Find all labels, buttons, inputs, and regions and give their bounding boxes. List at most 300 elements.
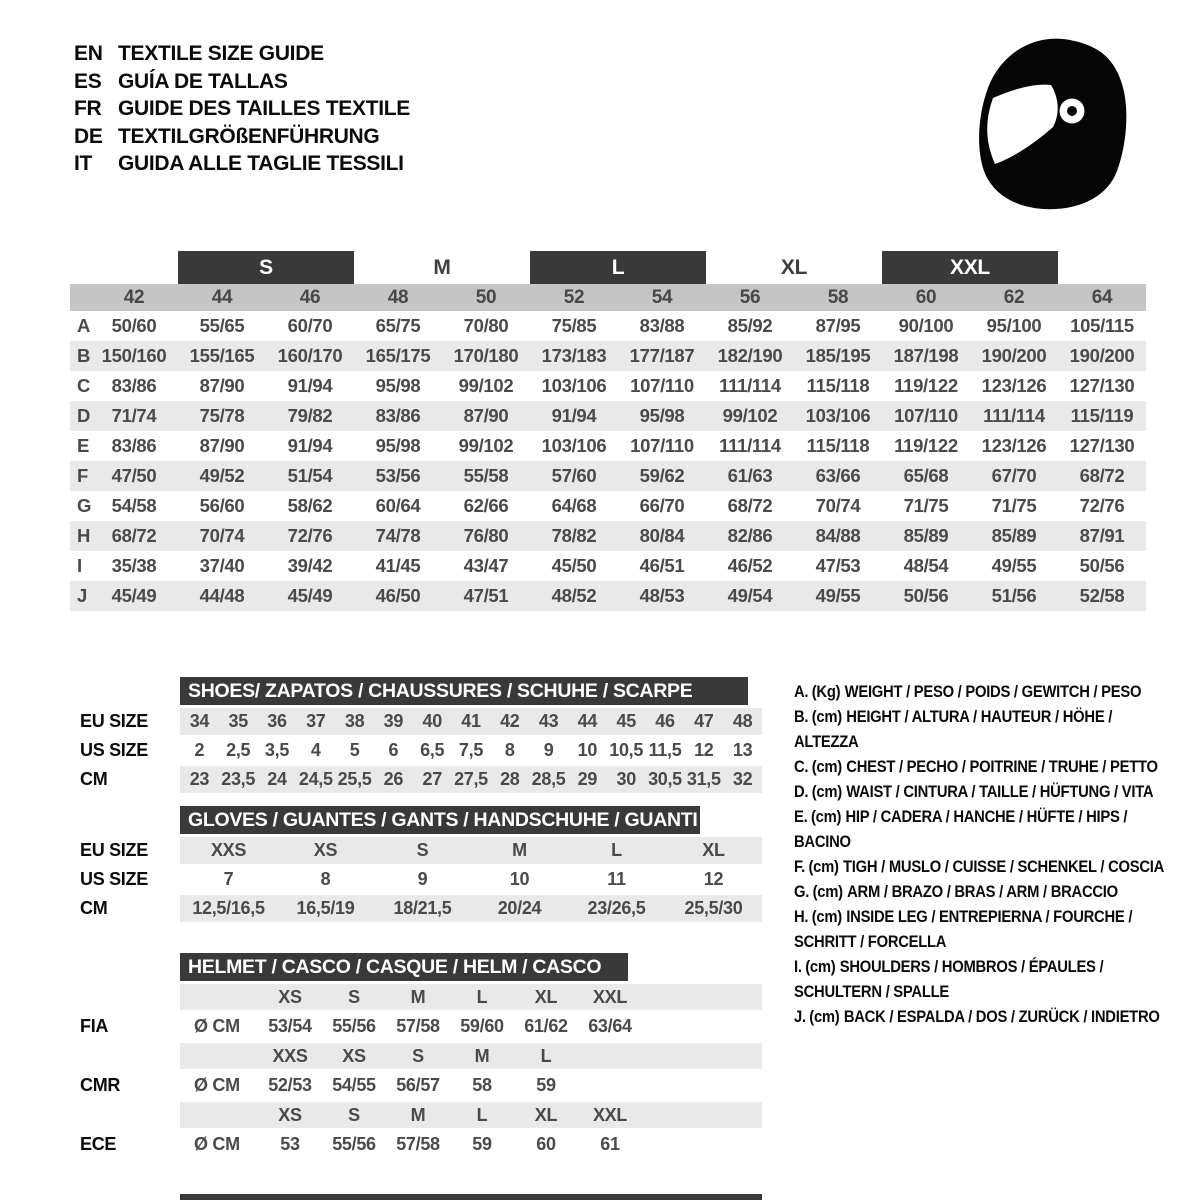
size-value: 4 bbox=[310, 740, 321, 760]
size-value: 40 bbox=[422, 711, 442, 731]
legend-text: CHEST / PECHO / POITRINE / TRUHE / PETTO bbox=[846, 757, 1158, 776]
size-number: 54 bbox=[651, 286, 673, 308]
measure-row bbox=[70, 551, 1146, 581]
measure-row bbox=[70, 491, 1146, 521]
diameter-unit: Ø CM bbox=[194, 1016, 240, 1036]
measure-value: 85/89 bbox=[991, 525, 1037, 546]
size-value: 26 bbox=[383, 769, 404, 789]
gloves-rows bbox=[70, 837, 762, 922]
legend-unit: (Kg) bbox=[811, 682, 841, 701]
measure-value: 45/50 bbox=[551, 555, 597, 576]
measure-value: 74/78 bbox=[375, 525, 421, 546]
measure-value: 35/38 bbox=[111, 555, 157, 576]
language-title: GUIDA ALLE TAGLIE TESSILI bbox=[118, 152, 404, 175]
measure-value: 99/102 bbox=[458, 435, 514, 456]
measure-row bbox=[70, 521, 1146, 551]
measure-value: 58/62 bbox=[287, 495, 333, 516]
legend-key: H. bbox=[794, 907, 809, 926]
helmet-value: 55/56 bbox=[332, 1134, 376, 1154]
size-value: 8 bbox=[320, 869, 331, 889]
size-value: 7 bbox=[223, 869, 234, 889]
measure-value: 70/74 bbox=[199, 525, 245, 546]
size-value: 10,5 bbox=[609, 740, 644, 760]
legend-key: C. bbox=[794, 757, 809, 776]
measure-value: 55/65 bbox=[199, 315, 245, 336]
legend-text: TIGH / MUSLO / CUISSE / SCHENKEL / COSCIA bbox=[843, 857, 1165, 876]
measure-value: 49/55 bbox=[815, 585, 861, 606]
measure-value: 72/76 bbox=[1079, 495, 1125, 516]
size-band-row bbox=[70, 251, 1146, 284]
size-value: 38 bbox=[344, 711, 365, 731]
measure-value: 50/56 bbox=[1079, 555, 1125, 576]
legend-text: INSIDE LEG / ENTREPIERNA / FOURCHE / SCHRITT / FORCELLA bbox=[794, 907, 1133, 951]
gloves-table bbox=[70, 806, 762, 924]
row-values bbox=[180, 766, 762, 793]
sub-row bbox=[70, 866, 762, 893]
legend-key: D. bbox=[794, 782, 809, 801]
measure-value: 68/72 bbox=[1079, 465, 1125, 486]
helmet-value: 59 bbox=[472, 1134, 492, 1154]
legend-item bbox=[794, 904, 1170, 954]
helmet-size-label: M bbox=[410, 1104, 426, 1125]
measure-value: 190/200 bbox=[981, 345, 1047, 366]
legend-unit: (cm) bbox=[812, 882, 843, 901]
measure-value: 91/94 bbox=[287, 375, 333, 396]
size-number: 52 bbox=[563, 286, 585, 308]
legend-key: B. bbox=[794, 707, 809, 726]
measure-value: 91/94 bbox=[551, 405, 597, 426]
helmet-sizes bbox=[180, 1102, 762, 1128]
row-values bbox=[180, 837, 762, 864]
measure-value: 50/60 bbox=[111, 315, 157, 336]
measure-value: 83/86 bbox=[375, 405, 421, 426]
helmet-size-label: M bbox=[410, 986, 426, 1007]
language-row bbox=[74, 40, 410, 68]
helmet-values bbox=[180, 1130, 762, 1159]
helmet-size-label: M bbox=[474, 1045, 490, 1066]
size-value: XL bbox=[702, 840, 725, 860]
measure-value: 103/106 bbox=[541, 435, 607, 456]
diameter-unit: Ø CM bbox=[194, 1134, 240, 1154]
textile-size-table bbox=[70, 251, 1146, 611]
measure-value: 56/60 bbox=[199, 495, 245, 516]
language-title: GUIDE DES TAILLES TEXTILE bbox=[118, 97, 410, 120]
measure-value: 50/56 bbox=[903, 585, 949, 606]
size-number: 46 bbox=[299, 286, 321, 308]
sub-row bbox=[70, 708, 762, 735]
size-value: 30 bbox=[616, 769, 636, 789]
size-value: 5 bbox=[349, 740, 360, 760]
measure-value: 127/130 bbox=[1069, 435, 1135, 456]
row-letter: A bbox=[77, 315, 91, 336]
size-value: 43 bbox=[538, 711, 559, 731]
measure-value: 83/86 bbox=[111, 375, 157, 396]
size-value: 34 bbox=[189, 711, 210, 731]
size-value: 12 bbox=[703, 869, 724, 889]
helmet-sizes bbox=[180, 1043, 762, 1069]
measure-value: 115/118 bbox=[806, 375, 870, 396]
measure-value: 41/45 bbox=[375, 555, 421, 576]
measure-value: 47/53 bbox=[815, 555, 861, 576]
measure-value: 155/165 bbox=[189, 345, 255, 366]
size-value: 28,5 bbox=[531, 769, 566, 789]
size-value: 23/26,5 bbox=[587, 898, 646, 918]
legend-item bbox=[794, 779, 1170, 804]
measure-value: 190/200 bbox=[1069, 345, 1135, 366]
row-values bbox=[180, 895, 762, 922]
measure-value: 119/122 bbox=[894, 375, 958, 396]
standard-label: ECE bbox=[80, 1134, 117, 1154]
size-band-xxl: XXL bbox=[882, 251, 1058, 284]
measure-value: 78/82 bbox=[551, 525, 597, 546]
measure-value: 67/70 bbox=[991, 465, 1037, 486]
measure-value: 111/114 bbox=[983, 405, 1045, 426]
measure-value: 107/110 bbox=[630, 375, 694, 396]
size-value: 47 bbox=[694, 711, 714, 731]
helmet-size-band-row bbox=[70, 984, 762, 1010]
measure-value: 61/63 bbox=[727, 465, 773, 486]
size-value: 32 bbox=[732, 769, 753, 789]
helmet-value: 61/62 bbox=[524, 1016, 568, 1036]
measure-value: 115/119 bbox=[1070, 405, 1134, 426]
language-row bbox=[74, 68, 410, 96]
legend-unit: (cm) bbox=[808, 857, 839, 876]
size-value: M bbox=[512, 840, 527, 860]
legend-item bbox=[794, 679, 1170, 704]
measure-value: 45/49 bbox=[111, 585, 157, 606]
gloves-table-title: GLOVES / GUANTES / GANTS / HANDSCHUHE / GUANTI bbox=[180, 806, 700, 834]
size-value: 42 bbox=[500, 711, 520, 731]
measure-value: 173/183 bbox=[541, 345, 607, 366]
measure-value: 70/80 bbox=[463, 315, 509, 336]
measure-value: 48/53 bbox=[639, 585, 685, 606]
measure-value: 187/198 bbox=[893, 345, 959, 366]
helmet-size-band-row bbox=[70, 1102, 762, 1128]
measure-value: 46/52 bbox=[727, 555, 773, 576]
size-value: 48 bbox=[732, 711, 753, 731]
size-value: 23,5 bbox=[221, 769, 256, 789]
measure-value: 59/62 bbox=[639, 465, 685, 486]
row-letter: B bbox=[77, 345, 91, 366]
size-value: 7,5 bbox=[458, 740, 484, 760]
measure-value: 51/56 bbox=[991, 585, 1037, 606]
measure-value: 72/76 bbox=[287, 525, 333, 546]
measure-value: 103/106 bbox=[805, 405, 871, 426]
size-value: 25,5/30 bbox=[684, 898, 743, 918]
measure-value: 37/40 bbox=[199, 555, 245, 576]
legend-unit: (cm) bbox=[811, 907, 842, 926]
language-code: FR bbox=[74, 97, 102, 120]
measurement-legend bbox=[794, 679, 1170, 1029]
measure-value: 87/90 bbox=[199, 375, 245, 396]
measure-row bbox=[70, 581, 1146, 611]
size-value: 41 bbox=[461, 711, 481, 731]
legend-item bbox=[794, 1004, 1170, 1029]
helmet-size-label: S bbox=[348, 986, 360, 1007]
measure-value: 64/68 bbox=[551, 495, 597, 516]
measure-value: 47/51 bbox=[463, 585, 509, 606]
language-title: TEXTILE SIZE GUIDE bbox=[118, 42, 324, 65]
row-letter: J bbox=[77, 585, 87, 606]
size-value: 35 bbox=[228, 711, 248, 731]
measure-value: 71/75 bbox=[903, 495, 949, 516]
measure-value: 182/190 bbox=[717, 345, 783, 366]
row-values bbox=[180, 737, 762, 764]
helmet-value-row bbox=[70, 1130, 762, 1159]
measure-value: 95/100 bbox=[986, 315, 1042, 336]
language-title: TEXTILGRÖßENFÜHRUNG bbox=[118, 124, 380, 148]
helmet-size-band-row bbox=[70, 1043, 762, 1069]
measure-value: 68/72 bbox=[111, 525, 157, 546]
sub-row bbox=[70, 766, 762, 793]
helmet-value: 53/54 bbox=[268, 1016, 312, 1036]
size-number: 60 bbox=[915, 286, 937, 308]
size-value: 10 bbox=[509, 869, 530, 889]
helmet-value-row bbox=[70, 1012, 762, 1041]
legend-unit: (cm) bbox=[811, 757, 842, 776]
legend-item bbox=[794, 754, 1170, 779]
row-label: EU SIZE bbox=[80, 711, 148, 731]
measure-value: 87/90 bbox=[463, 405, 509, 426]
legend-text: HIP / CADERA / HANCHE / HÜFTE / HIPS / BACINO bbox=[794, 807, 1128, 851]
measure-value: 53/56 bbox=[375, 465, 421, 486]
size-value: 25,5 bbox=[337, 769, 372, 789]
measure-value: 111/114 bbox=[719, 435, 781, 456]
measure-value: 45/49 bbox=[287, 585, 333, 606]
measure-value: 85/92 bbox=[727, 315, 773, 336]
legend-item bbox=[794, 804, 1170, 854]
measure-value: 185/195 bbox=[805, 345, 871, 366]
size-band-xl: XL bbox=[780, 255, 808, 279]
language-list bbox=[74, 40, 410, 178]
size-value: 27,5 bbox=[454, 769, 488, 789]
row-letter: I bbox=[77, 555, 82, 576]
measure-value: 48/52 bbox=[551, 585, 597, 606]
measure-value: 83/88 bbox=[639, 315, 685, 336]
measure-value: 123/126 bbox=[981, 435, 1047, 456]
helmet-size-label: L bbox=[476, 986, 488, 1007]
measure-value: 52/58 bbox=[1079, 585, 1125, 606]
size-value: 28 bbox=[500, 769, 520, 789]
helmet-value-row bbox=[70, 1071, 762, 1100]
size-value: 23 bbox=[189, 769, 210, 789]
shoes-table bbox=[70, 677, 762, 795]
shoes-table-title: SHOES/ ZAPATOS / CHAUSSURES / SCHUHE / SCARPE bbox=[180, 677, 748, 705]
size-number: 42 bbox=[123, 286, 145, 308]
legend-key: I. bbox=[794, 957, 802, 976]
row-values bbox=[180, 708, 762, 735]
legend-key: G. bbox=[794, 882, 810, 901]
size-number: 50 bbox=[475, 286, 497, 308]
measure-value: 105/115 bbox=[1070, 315, 1134, 336]
legend-unit: (cm) bbox=[811, 782, 842, 801]
measure-value: 75/78 bbox=[199, 405, 245, 426]
sub-row bbox=[70, 837, 762, 864]
measure-value: 170/180 bbox=[453, 345, 519, 366]
measure-value: 57/60 bbox=[551, 465, 597, 486]
legend-text: WEIGHT / PESO / POIDS / GEWITCH / PESO bbox=[844, 682, 1142, 701]
size-value: 8 bbox=[504, 740, 515, 760]
measure-value: 95/98 bbox=[375, 375, 421, 396]
size-value: 31,5 bbox=[686, 769, 721, 789]
helmet-value: 63/64 bbox=[588, 1016, 632, 1036]
cropped-next-section-band bbox=[180, 1194, 762, 1200]
language-title: GUÍA DE TALLAS bbox=[118, 69, 288, 93]
helmet-size-label: L bbox=[476, 1104, 488, 1125]
measure-value: 49/52 bbox=[199, 465, 245, 486]
helmet-value: 59 bbox=[536, 1075, 556, 1095]
helmet-size-label: S bbox=[348, 1104, 360, 1125]
legend-unit: (cm) bbox=[810, 807, 842, 826]
helmet-table bbox=[70, 953, 762, 1161]
row-letter: H bbox=[77, 525, 91, 546]
legend-text: ARM / BRAZO / BRAS / ARM / BRACCIO bbox=[847, 882, 1118, 901]
measure-value: 99/102 bbox=[458, 375, 514, 396]
measure-value: 85/89 bbox=[903, 525, 949, 546]
size-value: 16,5/19 bbox=[296, 898, 355, 918]
row-letter: E bbox=[77, 435, 90, 456]
measure-value: 123/126 bbox=[981, 375, 1047, 396]
helmet-size-label: XL bbox=[534, 1104, 558, 1125]
measure-value: 51/54 bbox=[287, 465, 333, 486]
measure-value: 60/70 bbox=[287, 315, 333, 336]
helmet-value: 56/57 bbox=[396, 1075, 440, 1095]
language-code: ES bbox=[74, 69, 102, 93]
measure-value: 62/66 bbox=[463, 495, 509, 516]
helmet-size-label: XS bbox=[342, 1045, 366, 1066]
size-value: 44 bbox=[577, 711, 598, 731]
helmet-value: 57/58 bbox=[396, 1016, 440, 1036]
helmet-value: 57/58 bbox=[396, 1134, 440, 1154]
measure-row bbox=[70, 341, 1146, 371]
size-number: 44 bbox=[211, 286, 233, 308]
size-value: 18/21,5 bbox=[393, 898, 452, 918]
size-band-m: M bbox=[433, 255, 451, 279]
legend-unit: (cm) bbox=[805, 957, 836, 976]
racing-helmet-icon bbox=[973, 34, 1138, 212]
size-value: 13 bbox=[732, 740, 753, 760]
helmet-table-title: HELMET / CASCO / CASQUE / HELM / CASCO bbox=[180, 953, 628, 981]
size-value: 9 bbox=[543, 740, 554, 760]
measure-value: 115/118 bbox=[806, 435, 870, 456]
size-value: 9 bbox=[417, 869, 428, 889]
measure-value: 75/85 bbox=[551, 315, 597, 336]
row-label: CM bbox=[80, 769, 108, 789]
helmet-value: 58 bbox=[472, 1075, 492, 1095]
measure-row bbox=[70, 431, 1146, 461]
measure-value: 54/58 bbox=[111, 495, 157, 516]
size-value: 6,5 bbox=[420, 740, 445, 760]
size-value: 36 bbox=[267, 711, 287, 731]
shoes-rows bbox=[70, 708, 762, 793]
legend-key: J. bbox=[794, 1007, 806, 1026]
helmet-size-label: S bbox=[412, 1045, 424, 1066]
measure-value: 66/70 bbox=[639, 495, 685, 516]
measure-value: 107/110 bbox=[630, 435, 694, 456]
size-number: 48 bbox=[387, 286, 409, 308]
measure-value: 43/47 bbox=[463, 555, 509, 576]
measure-value: 49/55 bbox=[991, 555, 1037, 576]
language-code: IT bbox=[74, 152, 93, 175]
row-letter: C bbox=[77, 375, 91, 396]
helmet-size-label: XXS bbox=[272, 1045, 308, 1066]
size-value: 27 bbox=[422, 769, 442, 789]
measure-value: 84/88 bbox=[815, 525, 861, 546]
measure-value: 65/68 bbox=[903, 465, 949, 486]
measure-value: 107/110 bbox=[894, 405, 958, 426]
measure-value: 76/80 bbox=[463, 525, 509, 546]
legend-unit: (cm) bbox=[811, 707, 842, 726]
measure-value: 80/84 bbox=[639, 525, 685, 546]
legend-text: WAIST / CINTURA / TAILLE / HÜFTUNG / VITA bbox=[846, 782, 1154, 801]
measure-value: 127/130 bbox=[1069, 375, 1135, 396]
helmet-value: 52/53 bbox=[268, 1075, 312, 1095]
size-value: 12,5/16,5 bbox=[192, 898, 265, 918]
measure-value: 87/91 bbox=[1079, 525, 1125, 546]
measure-value: 119/122 bbox=[894, 435, 958, 456]
legend-key: F. bbox=[794, 857, 805, 876]
helmet-value: 61 bbox=[600, 1134, 620, 1154]
size-value: 24 bbox=[267, 769, 287, 789]
row-letter: F bbox=[77, 465, 89, 486]
size-value: 20/24 bbox=[497, 898, 542, 918]
measure-value: 177/187 bbox=[629, 345, 695, 366]
size-rows bbox=[70, 311, 1146, 611]
size-value: 10 bbox=[577, 740, 598, 760]
helmet-value: 53 bbox=[280, 1134, 300, 1154]
size-band-s: S bbox=[178, 251, 354, 284]
measure-value: 87/95 bbox=[815, 315, 861, 336]
measure-value: 160/170 bbox=[277, 345, 343, 366]
legend-key: E. bbox=[794, 807, 808, 826]
legend-item bbox=[794, 854, 1170, 879]
row-label-empty bbox=[70, 1043, 180, 1069]
measure-value: 49/54 bbox=[727, 585, 773, 606]
measure-value: 55/58 bbox=[463, 465, 509, 486]
standard-label: CMR bbox=[80, 1075, 121, 1095]
size-number: 56 bbox=[739, 286, 761, 308]
measure-value: 63/66 bbox=[815, 465, 861, 486]
size-value: S bbox=[416, 840, 429, 860]
helmet-value: 59/60 bbox=[460, 1016, 504, 1036]
language-code: EN bbox=[74, 42, 103, 65]
measure-value: 82/86 bbox=[727, 525, 773, 546]
measure-value: 103/106 bbox=[541, 375, 607, 396]
legend-text: SHOULDERS / HOMBROS / ÉPAULES / SCHULTERN / SPALLE bbox=[794, 957, 1104, 1001]
measure-value: 165/175 bbox=[365, 345, 431, 366]
size-value: 24,5 bbox=[298, 769, 333, 789]
row-label: US SIZE bbox=[80, 740, 148, 760]
measure-value: 71/75 bbox=[991, 495, 1037, 516]
size-value: XS bbox=[313, 840, 338, 860]
size-value: 46 bbox=[655, 711, 675, 731]
row-label-empty bbox=[70, 1102, 180, 1128]
size-band-l: L bbox=[530, 251, 706, 284]
size-number: 62 bbox=[1003, 286, 1025, 308]
helmet-values bbox=[180, 1012, 762, 1041]
measure-value: 46/51 bbox=[639, 555, 685, 576]
size-value: 2,5 bbox=[226, 740, 251, 760]
measure-row bbox=[70, 461, 1146, 491]
measure-value: 87/90 bbox=[199, 435, 245, 456]
language-row bbox=[74, 95, 410, 123]
size-value: 2 bbox=[194, 740, 205, 760]
size-value: 37 bbox=[306, 711, 326, 731]
measure-value: 83/86 bbox=[111, 435, 157, 456]
measure-value: 65/75 bbox=[375, 315, 421, 336]
size-value: 30,5 bbox=[648, 769, 682, 789]
row-label-empty bbox=[70, 984, 180, 1010]
